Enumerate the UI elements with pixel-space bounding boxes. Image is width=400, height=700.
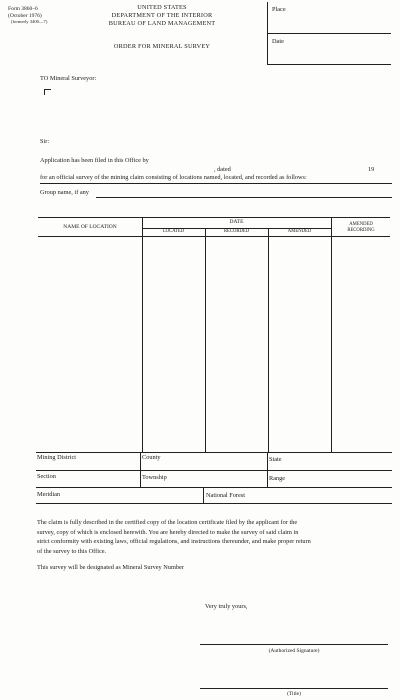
survey-text-underline <box>40 183 392 184</box>
form-revision-date: (October 1976) <box>8 12 42 19</box>
form-formerly: (formerly 3400—7) <box>11 19 48 24</box>
county-label: County <box>142 454 161 461</box>
header-line-2: DEPARTMENT OF THE INTERIOR <box>111 12 213 19</box>
title-line[interactable] <box>200 688 388 689</box>
state-label: State <box>269 456 282 463</box>
claim-text-line-3: strict conformity with existing laws, official regulations, and instructions thereunder, and make proper return <box>37 538 311 546</box>
date-label: Date <box>272 38 284 45</box>
table-header-located: LOCATED <box>162 229 185 234</box>
form-title: ORDER FOR MINERAL SURVEY <box>113 43 211 50</box>
claim-text-line-2: survey, copy of which is enclosed herewith. You are hereby directed to make the survey of said claim in <box>37 528 299 536</box>
table-header-name: NAME OF LOCATION <box>63 224 117 230</box>
group-name-label: Group name, if any <box>40 189 89 196</box>
table-header-amended-recording <box>331 222 391 234</box>
claim-text-line-4: of the survey to this Office. <box>37 547 107 555</box>
fields-divider-forest <box>203 487 204 503</box>
fields-row-line-1 <box>36 470 392 471</box>
table-header-amended: AMENDED <box>287 229 312 234</box>
dated-label: , dated <box>214 166 231 173</box>
survey-text: for an official survey of the mining claim consisting of locations named, located, and recorded as follows: <box>40 174 307 181</box>
section-label: Section <box>37 473 56 480</box>
table-col-divider-4 <box>331 217 332 452</box>
amended-recording-line-1: AMENDED <box>349 222 373 227</box>
claim-paragraph <box>37 518 393 556</box>
address-corner-mark <box>44 89 51 95</box>
signature-label: (Authorized Signature) <box>268 648 320 654</box>
amended-recording-line-2: RECORDING <box>347 228 375 233</box>
fields-bottom-line <box>36 503 392 504</box>
form-number-block <box>8 6 47 26</box>
range-label: Range <box>269 475 286 482</box>
table-col-divider-1 <box>142 217 143 452</box>
form-number: Form 3860–6 <box>8 6 38 12</box>
year-prefix: 19 <box>368 166 375 173</box>
table-top-border <box>38 217 390 218</box>
table-col-divider-2 <box>205 228 206 452</box>
claim-text-line-1: The claim is fully described in the certified copy of the location certificate filed by the applicant for the <box>37 519 298 526</box>
agency-header <box>92 4 232 28</box>
header-line-1: UNITED STATES <box>137 4 187 11</box>
township-label: Township <box>142 474 167 481</box>
table-header-date: DATE <box>229 219 244 225</box>
to-line: TO Mineral Surveyor: <box>40 75 97 82</box>
signature-line[interactable] <box>200 644 388 645</box>
place-label: Place <box>272 6 286 13</box>
place-date-box-bottom <box>267 64 391 65</box>
meridian-label: Meridian <box>37 491 61 498</box>
group-name-line[interactable] <box>96 197 392 198</box>
designation-text: This survey will be designated as Mineral Survey Number <box>37 564 184 571</box>
closing: Very truly yours, <box>205 603 248 610</box>
table-header-bottom <box>38 236 390 237</box>
mining-district-label: Mining District <box>37 454 77 461</box>
table-header-recorded: RECORDED <box>223 229 250 234</box>
place-underline[interactable] <box>267 33 391 34</box>
national-forest-label: National Forest <box>206 492 245 499</box>
fields-top-line <box>36 452 392 453</box>
header-line-3: BUREAU OF LAND MANAGEMENT <box>108 20 216 27</box>
fields-row-line-2 <box>36 487 392 488</box>
title-label: (Title) <box>287 691 301 697</box>
salutation: Sir: <box>40 138 50 145</box>
table-col-divider-3 <box>268 228 269 452</box>
application-text: Application has been filed in this Office by <box>40 157 149 164</box>
